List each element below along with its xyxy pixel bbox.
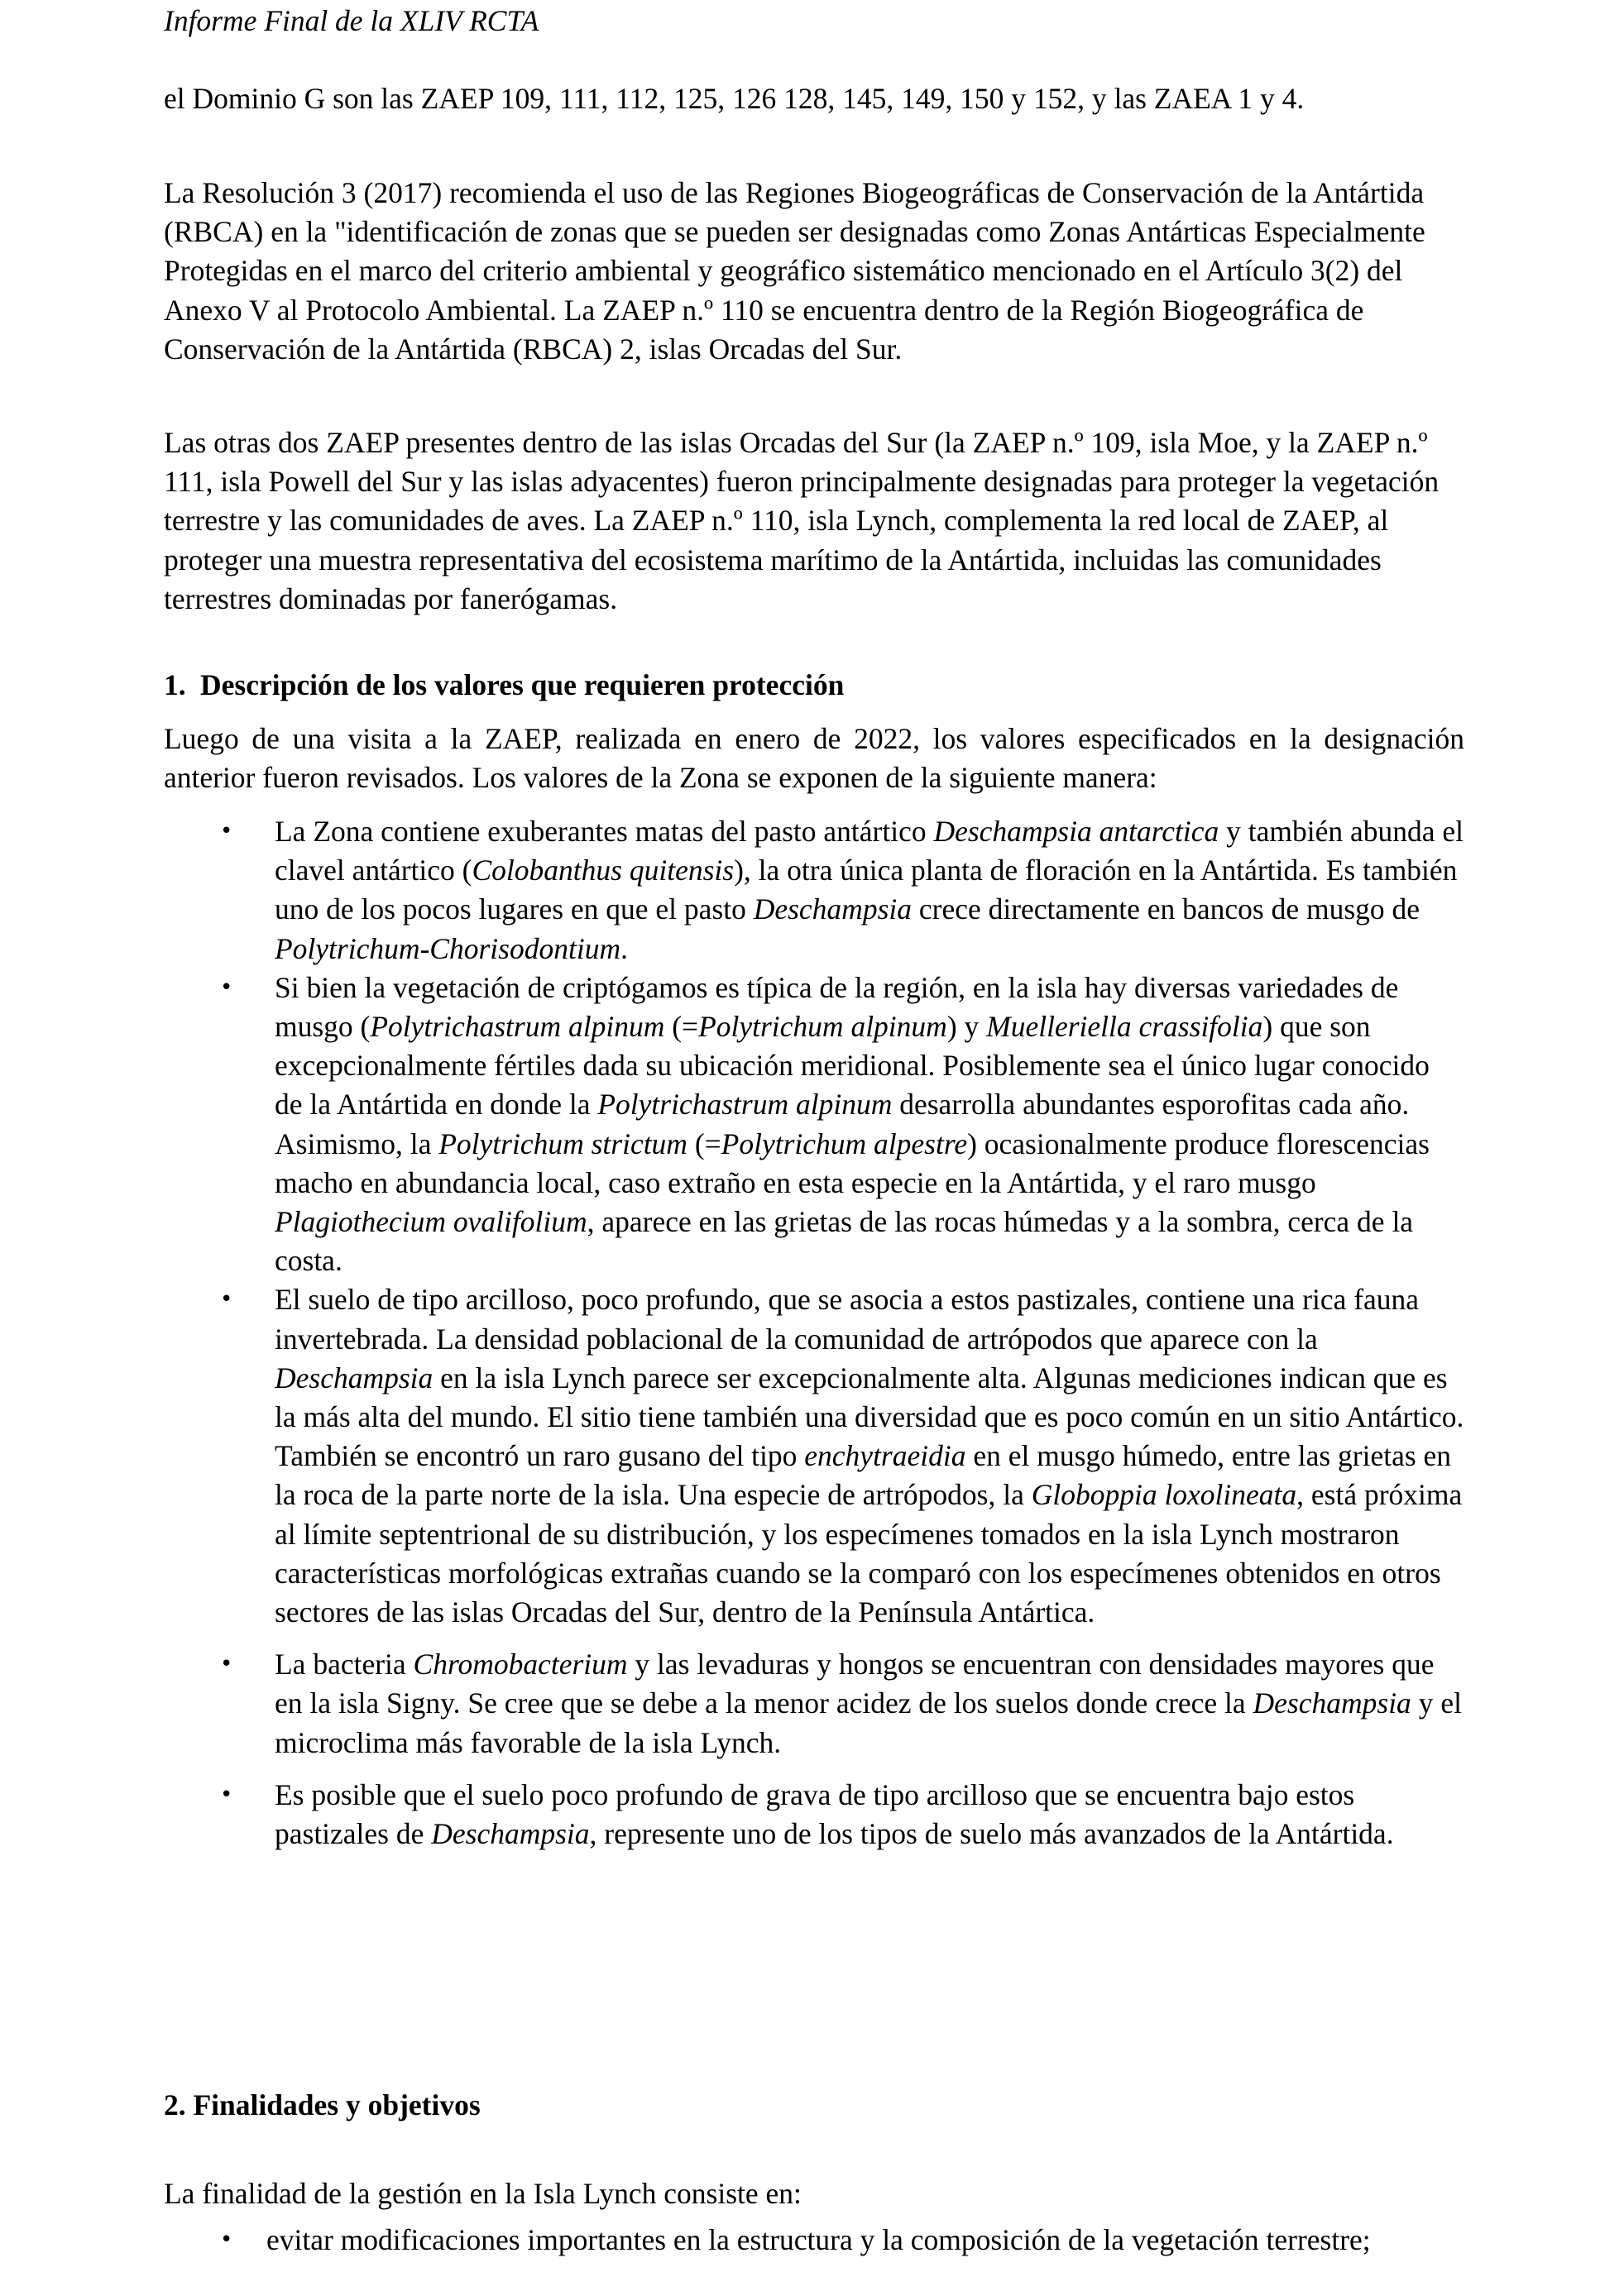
section-2-intro: La finalidad de la gestión en la Isla Lynch consiste en: <box>164 2177 802 2210</box>
species-name: Deschampsia antarctica <box>933 815 1219 848</box>
text-run: La Zona contiene exuberantes matas del pasto antártico <box>275 815 934 848</box>
species-name: Deschampsia <box>431 1817 590 1851</box>
section-1-heading <box>164 666 1464 705</box>
text-run: en el musgo húmedo, entre las grietas en la roca de la parte norte de la isla. Una especie de artrópodos, la <box>275 1439 1452 1512</box>
text-run: y el microclima más favorable de la isla Lynch. <box>275 1686 1462 1759</box>
lead-paragraph: el Dominio G son las ZAEP 109, 111, 112, 125, 126 128, 145, 149, 150 y 152, y las ZAEA 1 y 4. <box>164 82 1305 115</box>
section-1-intro: Luego de una visita a la ZAEP, realizada en enero de 2022, los valores especificados en la designación anterior fueron revisados. Los valores de la Zona se exponen de la siguiente manera: <box>164 722 1464 795</box>
text-run: ) ocasionalmente produce florescencias macho en abundancia local, caso extraño en esta especie en la Antártida, y el raro musgo <box>275 1126 1430 1199</box>
goal-text: evitar modificaciones importantes en la estructura y la composición de la vegetación terrestre; <box>266 2223 1371 2256</box>
bullet-icon: • <box>220 2227 233 2252</box>
bullet-icon: • <box>220 1782 233 1807</box>
resolution-paragraph: La Resolución 3 (2017) recomienda el uso de las Regiones Biogeográficas de Conservación de la Antártida (RBCA) en la "identificación de zonas que se pueden ser designadas como Zonas Antárticas Especialmente Protegidas en el marco del criterio ambiental y geográfico sistemático mencionado en el Artículo 3(2) del Anexo V al Protocolo Ambiental. La ZAEP n.º 110 se encuentra dentro de la Región Biogeográfica de Conservación de la Antártida (RBCA) 2, islas Orcadas del Sur. <box>164 176 1425 366</box>
goals-list <box>164 2221 1464 2260</box>
species-name: Polytrichastrum alpinum <box>597 1088 893 1122</box>
species-name: Polytrichum strictum <box>438 1126 687 1160</box>
list-item <box>164 1280 1464 1632</box>
section-1-title: Descripción de los valores que requieren protección <box>200 668 845 701</box>
species-name: Deschampsia <box>275 1361 434 1394</box>
text-run: Es posible que el suelo poco profundo de grava de tipo arcilloso que se encuentra bajo estos pastizales de <box>275 1777 1355 1851</box>
species-name: Muelleriella crassifolia <box>986 1010 1263 1044</box>
list-item <box>164 969 1464 1281</box>
list-item <box>164 1776 1464 1854</box>
species-name: Deschampsia <box>753 892 912 926</box>
bullet-icon: • <box>220 1652 233 1677</box>
text-run: y las levaduras y hongos se encuentran con densidades mayores que en la isla Signy. Se cree que se debe a la menor acidez de los suelos donde crece la <box>275 1648 1435 1720</box>
values-list <box>164 812 1464 1854</box>
species-name: Chromobacterium <box>413 1648 628 1681</box>
text-run: (= <box>687 1126 721 1160</box>
list-item <box>164 1645 1464 1763</box>
species-name: Colobanthus quitensis <box>472 854 735 887</box>
species-name: Polytrichum alpinum <box>698 1010 947 1044</box>
text-run: , está próxima al límite septentrional de su distribución, y los especímenes tomados en la isla Lynch mostraron características morfológicas extrañas cuando se la comparó con los especímenes obtenidos en otros sectores de las islas Orcadas del Sur, dentro de la Península Antártica. <box>275 1478 1463 1629</box>
text-run: (= <box>664 1010 699 1044</box>
species-name: Globoppia loxolineata <box>1031 1478 1297 1512</box>
bullet-icon: • <box>220 974 233 1000</box>
text-run: Si bien la vegetación de criptógamos es típica de la región, en la isla hay diversas variedades de musgo ( <box>275 970 1399 1044</box>
text-run: desarrolla abundantes esporofitas cada año. Asimismo, la <box>275 1088 1410 1160</box>
species-name: Deschampsia <box>1253 1686 1411 1720</box>
bullet-icon: • <box>220 1287 233 1313</box>
text-run: . <box>620 931 628 965</box>
bullet-icon: • <box>220 819 233 844</box>
text-run: y también abunda el clavel antártico ( <box>275 815 1464 887</box>
text-run: en la isla Lynch parece ser excepcionalmente alta. Algunas mediciones indican que es la más alta del mundo. El sitio tiene también una diversidad que es poco común en un sitio Antártico. También se encontró un raro gusano del tipo <box>275 1361 1464 1473</box>
species-name: enchytraeidia <box>804 1439 966 1473</box>
text-run: ) y <box>946 1010 987 1044</box>
text-run: ), la otra única planta de floración en la Antártida. Es también uno de los pocos lugares en que el pasto <box>275 854 1458 926</box>
section-1-number: 1. <box>164 668 186 701</box>
running-header: Informe Final de la XLIV RCTA <box>164 4 539 37</box>
text-run: crece directamente en bancos de musgo de <box>912 892 1420 926</box>
text-run: La bacteria <box>275 1648 414 1681</box>
text-run: , represente uno de los tipos de suelo más avanzados de la Antártida. <box>589 1817 1394 1851</box>
list-item <box>164 2221 1464 2260</box>
species-name: Plagiothecium ovalifolium <box>275 1205 587 1239</box>
list-item <box>164 812 1464 969</box>
species-name: Polytrichum alpestre <box>721 1126 968 1160</box>
other-zaep-paragraph: Las otras dos ZAEP presentes dentro de las islas Orcadas del Sur (la ZAEP n.º 109, isla Moe, y la ZAEP n.º 111, isla Powell del Sur y las islas adyacentes) fueron principalmente designadas para proteger la vegetación terrestre y las comunidades de aves. La ZAEP n.º 110, isla Lynch, complementa la red local de ZAEP, al proteger una muestra representativa del ecosistema marítimo de la Antártida, incluidas las comunidades terrestres dominadas por fanerógamas. <box>164 426 1440 615</box>
text-run: El suelo de tipo arcilloso, poco profundo, que se asocia a estos pastizales, contiene una rica fauna invertebrada. La densidad poblacional de la comunidad de artrópodos que aparece con la <box>275 1283 1420 1356</box>
text-run: , aparece en las grietas de las rocas húmedas y a la sombra, cerca de la costa. <box>275 1205 1414 1278</box>
text-run: ) que son excepcionalmente fértiles dada su ubicación meridional. Posiblemente sea el único lugar conocido de la Antártida en donde la <box>275 1010 1430 1122</box>
section-2-heading: 2. Finalidades y objetivos <box>164 2088 481 2121</box>
species-name: Polytrichastrum alpinum <box>370 1010 665 1044</box>
species-name: Polytrichum-Chorisodontium <box>275 931 621 965</box>
